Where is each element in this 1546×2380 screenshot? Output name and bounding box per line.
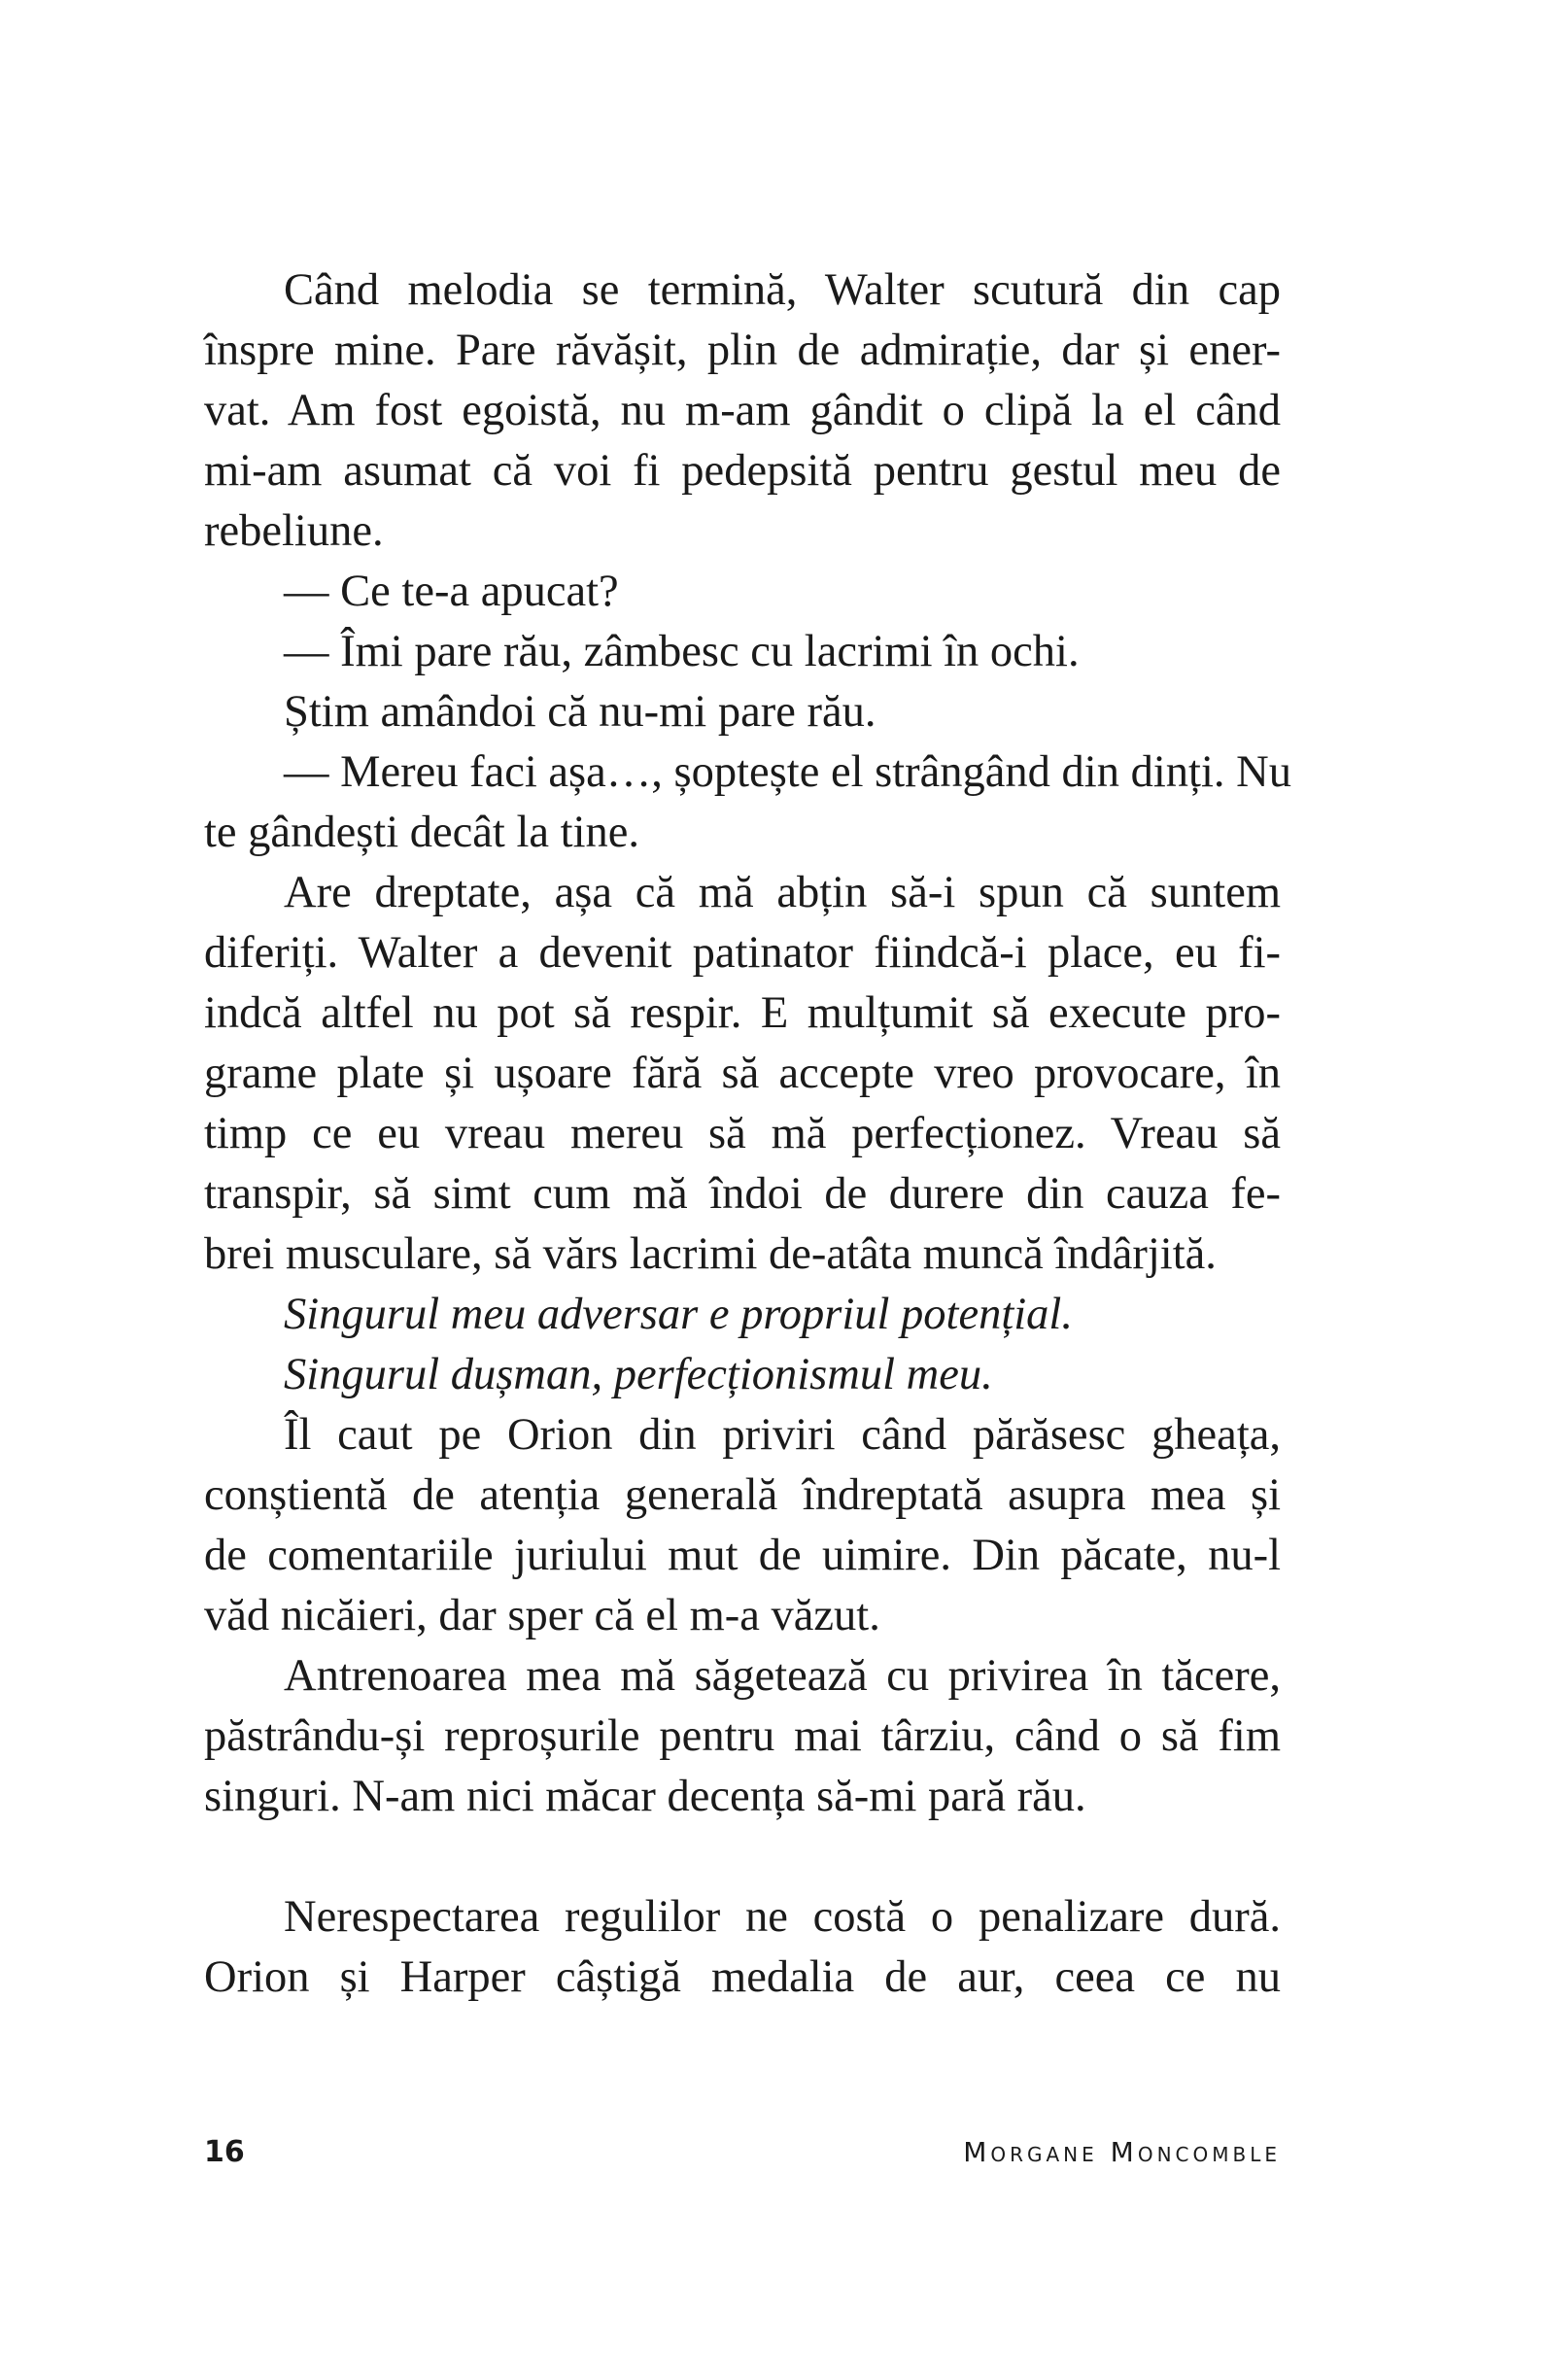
text-line: conștientă de atenția generală îndreptată asupra mea și <box>204 1470 1281 1520</box>
text-line: Nerespectarea regulilor ne costă o penalizare dură. <box>284 1892 1281 1942</box>
text-line: Are dreptate, așa că mă abțin să-i spun că suntem <box>284 868 1281 917</box>
text-line: Îl caut pe Orion din priviri când părăsesc gheața, <box>284 1410 1281 1460</box>
text-line: păstrându-și reproșurile pentru mai târziu, când o să fim <box>204 1711 1281 1761</box>
text-line: Singurul dușman, perfecționismul meu. <box>284 1350 993 1399</box>
text-line: indcă altfel nu pot să respir. E mulțumit să execute pro- <box>204 988 1281 1038</box>
text-line: transpir, să simt cum mă îndoi de durere din cauza fe- <box>204 1169 1281 1219</box>
text-line: — Mereu faci așa…, șoptește el strângând din dinți. Nu <box>284 747 1291 797</box>
text-line: singuri. N-am nici măcar decența să-mi pară rău. <box>204 1772 1086 1821</box>
text-line: Antrenoarea mea mă săgetează cu privirea în tăcere, <box>284 1651 1281 1701</box>
page-footer <box>204 2133 1281 2172</box>
text-line: — Îmi pare rău, zâmbesc cu lacrimi în ochi. <box>284 627 1080 676</box>
text-line: văd nicăieri, dar sper că el m-a văzut. <box>204 1591 880 1640</box>
text-line: de comentariile juriului mut de uimire. Din păcate, nu-l <box>204 1531 1281 1580</box>
text-line: Orion și Harper câștigă medalia de aur, ceea ce nu <box>204 1952 1281 2002</box>
text-line: rebeliune. <box>204 506 384 556</box>
text-line: Singurul meu adversar e propriul potențial. <box>284 1290 1073 1339</box>
text-line: te gândești decât la tine. <box>204 808 640 857</box>
page-body-text <box>204 260 1291 2008</box>
text-line: Când melodia se termină, Walter scutură din cap <box>284 265 1281 315</box>
text-line: timp ce eu vreau mereu să mă perfecționez. Vreau să <box>204 1109 1281 1158</box>
text-line: vat. Am fost egoistă, nu m-am gândit o clipă la el când <box>204 386 1281 435</box>
running-head-author: Morgane Moncomble <box>963 2136 1281 2168</box>
text-line: Știm amândoi că nu-mi pare rău. <box>284 687 876 737</box>
text-line: grame plate și ușoare fără să accepte vreo provocare, în <box>204 1049 1281 1098</box>
text-line: brei musculare, să vărs lacrimi de-atâta muncă îndârjită. <box>204 1229 1217 1279</box>
text-line: diferiți. Walter a devenit patinator fiindcă-i place, eu fi- <box>204 928 1281 978</box>
text-line: înspre mine. Pare răvășit, plin de admirație, dar și ener- <box>204 326 1281 375</box>
page-number: 16 <box>204 2135 245 2169</box>
section-break <box>204 1827 1281 1887</box>
text-line: mi-am asumat că voi fi pedepsită pentru gestul meu de <box>204 446 1281 496</box>
text-line: — Ce te-a apucat? <box>284 567 619 616</box>
